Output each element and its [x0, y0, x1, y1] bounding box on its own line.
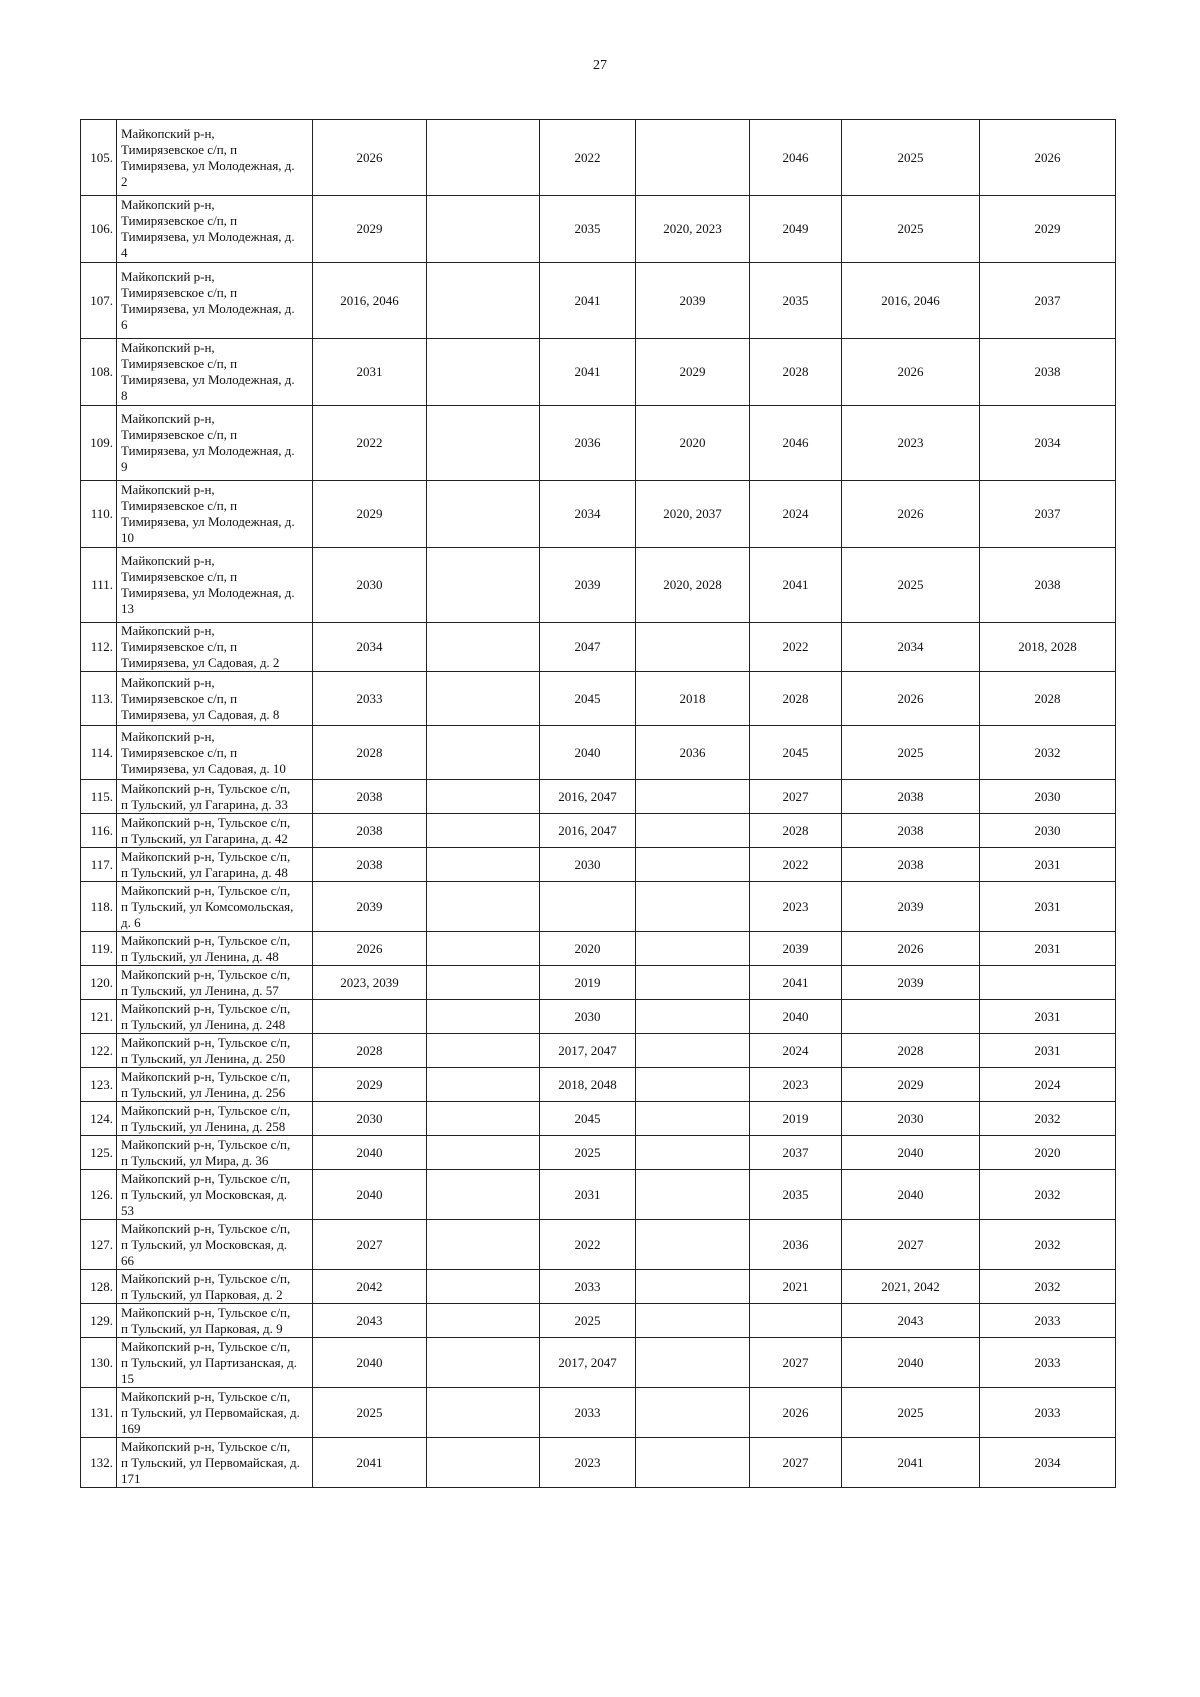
- year-cell: 2031: [980, 882, 1116, 932]
- year-cell: 2028: [980, 672, 1116, 726]
- year-cell: 2028: [750, 672, 842, 726]
- year-cell: 2030: [842, 1102, 980, 1136]
- row-number: 120.: [81, 966, 117, 1000]
- year-cell: [636, 1102, 750, 1136]
- year-cell: [427, 1000, 540, 1034]
- year-cell: [427, 196, 540, 263]
- table-row: [81, 814, 1116, 848]
- year-cell: [427, 966, 540, 1000]
- table-row: [81, 1304, 1116, 1338]
- address-cell: Майкопский р-н, Тульское с/п, п Тульский, ул Ленина, д. 256: [117, 1068, 313, 1102]
- year-cell: 2020, 2023: [636, 196, 750, 263]
- address-cell: Майкопский р-н, Тимирязевское с/п, п Тимирязева, ул Садовая, д. 8: [117, 672, 313, 726]
- table-row: [81, 481, 1116, 548]
- year-cell: [636, 780, 750, 814]
- address-cell: Майкопский р-н, Тульское с/п, п Тульский, ул Парковая, д. 2: [117, 1270, 313, 1304]
- year-cell: 2038: [313, 814, 427, 848]
- year-cell: 2035: [750, 263, 842, 339]
- address-cell: Майкопский р-н, Тульское с/п, п Тульский, ул Ленина, д. 57: [117, 966, 313, 1000]
- year-cell: 2039: [636, 263, 750, 339]
- year-cell: 2022: [540, 1220, 636, 1270]
- year-cell: 2018: [636, 672, 750, 726]
- year-cell: [636, 1220, 750, 1270]
- year-cell: 2030: [540, 1000, 636, 1034]
- year-cell: [636, 120, 750, 196]
- year-cell: [427, 814, 540, 848]
- year-cell: 2025: [540, 1136, 636, 1170]
- year-cell: 2020: [636, 406, 750, 481]
- table-row: [81, 263, 1116, 339]
- year-cell: [427, 1388, 540, 1438]
- year-cell: 2041: [313, 1438, 427, 1488]
- year-cell: 2027: [750, 1338, 842, 1388]
- year-cell: [636, 1338, 750, 1388]
- table-row: [81, 406, 1116, 481]
- page-number: 27: [593, 58, 607, 73]
- year-cell: [636, 1000, 750, 1034]
- address-cell: Майкопский р-н, Тимирязевское с/п, п Тимирязева, ул Молодежная, д. 10: [117, 481, 313, 548]
- row-number: 115.: [81, 780, 117, 814]
- year-cell: 2038: [842, 780, 980, 814]
- year-cell: 2029: [313, 1068, 427, 1102]
- table-row: [81, 1170, 1116, 1220]
- year-cell: 2037: [980, 481, 1116, 548]
- year-cell: [427, 726, 540, 780]
- address-cell: Майкопский р-н, Тимирязевское с/п, п Тимирязева, ул Молодежная, д. 6: [117, 263, 313, 339]
- table-row: [81, 120, 1116, 196]
- year-cell: [980, 966, 1116, 1000]
- year-cell: [636, 882, 750, 932]
- year-cell: 2031: [980, 1000, 1116, 1034]
- table-row: [81, 1438, 1116, 1488]
- year-cell: 2021, 2042: [842, 1270, 980, 1304]
- year-cell: 2028: [313, 1034, 427, 1068]
- row-number: 106.: [81, 196, 117, 263]
- table-row: [81, 780, 1116, 814]
- row-number: 124.: [81, 1102, 117, 1136]
- year-cell: 2035: [540, 196, 636, 263]
- year-cell: 2020: [540, 932, 636, 966]
- year-cell: 2016, 2046: [313, 263, 427, 339]
- row-number: 107.: [81, 263, 117, 339]
- year-cell: 2026: [750, 1388, 842, 1438]
- year-cell: [427, 1170, 540, 1220]
- year-cell: 2045: [750, 726, 842, 780]
- year-cell: 2031: [313, 339, 427, 406]
- year-cell: 2036: [540, 406, 636, 481]
- year-cell: [427, 848, 540, 882]
- schedule-table: [80, 119, 1116, 1488]
- year-cell: 2034: [313, 623, 427, 672]
- year-cell: 2047: [540, 623, 636, 672]
- year-cell: 2025: [842, 1388, 980, 1438]
- year-cell: [427, 780, 540, 814]
- year-cell: 2046: [750, 120, 842, 196]
- year-cell: 2020, 2037: [636, 481, 750, 548]
- year-cell: [636, 932, 750, 966]
- year-cell: 2038: [980, 548, 1116, 623]
- year-cell: 2023: [750, 1068, 842, 1102]
- year-cell: 2031: [980, 932, 1116, 966]
- row-number: 110.: [81, 481, 117, 548]
- year-cell: 2042: [313, 1270, 427, 1304]
- year-cell: [427, 623, 540, 672]
- year-cell: [842, 1000, 980, 1034]
- year-cell: [427, 481, 540, 548]
- year-cell: [636, 1304, 750, 1338]
- row-number: 105.: [81, 120, 117, 196]
- year-cell: 2025: [842, 726, 980, 780]
- address-cell: Майкопский р-н, Тульское с/п, п Тульский, ул Ленина, д. 48: [117, 932, 313, 966]
- year-cell: [427, 1136, 540, 1170]
- year-cell: [427, 932, 540, 966]
- year-cell: 2025: [313, 1388, 427, 1438]
- table-row: [81, 1136, 1116, 1170]
- year-cell: 2026: [313, 932, 427, 966]
- year-cell: [636, 1388, 750, 1438]
- year-cell: [636, 814, 750, 848]
- year-cell: [427, 882, 540, 932]
- year-cell: 2034: [842, 623, 980, 672]
- table-row: [81, 548, 1116, 623]
- address-cell: Майкопский р-н, Тульское с/п, п Тульский, ул Московская, д. 66: [117, 1220, 313, 1270]
- year-cell: 2032: [980, 1220, 1116, 1270]
- address-cell: Майкопский р-н, Тульское с/п, п Тульский, ул Ленина, д. 258: [117, 1102, 313, 1136]
- year-cell: [636, 966, 750, 1000]
- year-cell: 2026: [313, 120, 427, 196]
- year-cell: 2043: [842, 1304, 980, 1338]
- year-cell: 2045: [540, 1102, 636, 1136]
- address-cell: Майкопский р-н, Тульское с/п, п Тульский, ул Первомайская, д. 171: [117, 1438, 313, 1488]
- year-cell: [427, 1220, 540, 1270]
- year-cell: 2024: [750, 481, 842, 548]
- address-cell: Майкопский р-н, Тульское с/п, п Тульский, ул Мира, д. 36: [117, 1136, 313, 1170]
- address-cell: Майкопский р-н, Тульское с/п, п Тульский, ул Комсомольская, д. 6: [117, 882, 313, 932]
- table-row: [81, 1068, 1116, 1102]
- year-cell: 2023, 2039: [313, 966, 427, 1000]
- year-cell: 2024: [750, 1034, 842, 1068]
- year-cell: 2020, 2028: [636, 548, 750, 623]
- row-number: 117.: [81, 848, 117, 882]
- year-cell: 2034: [980, 406, 1116, 481]
- year-cell: 2021: [750, 1270, 842, 1304]
- address-cell: Майкопский р-н, Тимирязевское с/п, п Тимирязева, ул Молодежная, д. 4: [117, 196, 313, 263]
- year-cell: 2019: [540, 966, 636, 1000]
- year-cell: 2028: [750, 814, 842, 848]
- year-cell: 2029: [313, 196, 427, 263]
- year-cell: 2038: [313, 780, 427, 814]
- year-cell: [636, 1170, 750, 1220]
- row-number: 116.: [81, 814, 117, 848]
- year-cell: [636, 623, 750, 672]
- year-cell: [427, 1034, 540, 1068]
- table-row: [81, 623, 1116, 672]
- year-cell: 2028: [750, 339, 842, 406]
- row-number: 125.: [81, 1136, 117, 1170]
- year-cell: 2033: [980, 1338, 1116, 1388]
- table-row: [81, 672, 1116, 726]
- year-cell: [313, 1000, 427, 1034]
- year-cell: 2030: [980, 780, 1116, 814]
- year-cell: 2033: [980, 1304, 1116, 1338]
- year-cell: 2023: [540, 1438, 636, 1488]
- year-cell: 2016, 2046: [842, 263, 980, 339]
- year-cell: 2029: [842, 1068, 980, 1102]
- year-cell: 2031: [980, 1034, 1116, 1068]
- year-cell: [427, 1438, 540, 1488]
- table-body: [81, 120, 1116, 1488]
- address-cell: Майкопский р-н, Тульское с/п, п Тульский, ул Московская, д. 53: [117, 1170, 313, 1220]
- year-cell: [750, 1304, 842, 1338]
- row-number: 114.: [81, 726, 117, 780]
- year-cell: 2037: [750, 1136, 842, 1170]
- table-row: [81, 1034, 1116, 1068]
- address-cell: Майкопский р-н, Тимирязевское с/п, п Тимирязева, ул Молодежная, д. 13: [117, 548, 313, 623]
- year-cell: 2036: [636, 726, 750, 780]
- year-cell: [636, 1270, 750, 1304]
- year-cell: 2039: [540, 548, 636, 623]
- year-cell: 2035: [750, 1170, 842, 1220]
- table-row: [81, 882, 1116, 932]
- year-cell: 2040: [750, 1000, 842, 1034]
- year-cell: 2017, 2047: [540, 1338, 636, 1388]
- year-cell: 2036: [750, 1220, 842, 1270]
- year-cell: 2033: [540, 1270, 636, 1304]
- year-cell: 2038: [980, 339, 1116, 406]
- year-cell: 2041: [750, 548, 842, 623]
- year-cell: [427, 672, 540, 726]
- year-cell: 2018, 2048: [540, 1068, 636, 1102]
- address-cell: Майкопский р-н, Тимирязевское с/п, п Тимирязева, ул Молодежная, д. 2: [117, 120, 313, 196]
- year-cell: 2016, 2047: [540, 780, 636, 814]
- year-cell: 2033: [313, 672, 427, 726]
- year-cell: 2041: [540, 263, 636, 339]
- table-row: [81, 1388, 1116, 1438]
- row-number: 132.: [81, 1438, 117, 1488]
- year-cell: [427, 1338, 540, 1388]
- address-cell: Майкопский р-н, Тульское с/п, п Тульский, ул Партизанская, д. 15: [117, 1338, 313, 1388]
- table-row: [81, 1220, 1116, 1270]
- year-cell: 2026: [842, 672, 980, 726]
- year-cell: [636, 848, 750, 882]
- row-number: 112.: [81, 623, 117, 672]
- year-cell: 2028: [842, 1034, 980, 1068]
- address-cell: Майкопский р-н, Тульское с/п, п Тульский, ул Парковая, д. 9: [117, 1304, 313, 1338]
- year-cell: 2040: [313, 1338, 427, 1388]
- year-cell: 2018, 2028: [980, 623, 1116, 672]
- year-cell: 2023: [842, 406, 980, 481]
- row-number: 130.: [81, 1338, 117, 1388]
- row-number: 111.: [81, 548, 117, 623]
- address-cell: Майкопский р-н, Тульское с/п, п Тульский, ул Ленина, д. 250: [117, 1034, 313, 1068]
- year-cell: [540, 882, 636, 932]
- row-number: 129.: [81, 1304, 117, 1338]
- row-number: 121.: [81, 1000, 117, 1034]
- year-cell: 2039: [842, 882, 980, 932]
- year-cell: [427, 1270, 540, 1304]
- year-cell: 2026: [842, 339, 980, 406]
- row-number: 119.: [81, 932, 117, 966]
- year-cell: [427, 339, 540, 406]
- year-cell: [427, 1068, 540, 1102]
- year-cell: 2034: [980, 1438, 1116, 1488]
- year-cell: [427, 548, 540, 623]
- row-number: 108.: [81, 339, 117, 406]
- table-row: [81, 848, 1116, 882]
- year-cell: 2027: [750, 780, 842, 814]
- year-cell: 2040: [540, 726, 636, 780]
- table-row: [81, 339, 1116, 406]
- year-cell: 2033: [540, 1388, 636, 1438]
- year-cell: 2025: [842, 120, 980, 196]
- year-cell: 2039: [842, 966, 980, 1000]
- year-cell: 2039: [750, 932, 842, 966]
- year-cell: 2027: [750, 1438, 842, 1488]
- year-cell: 2049: [750, 196, 842, 263]
- row-number: 123.: [81, 1068, 117, 1102]
- table-row: [81, 1338, 1116, 1388]
- row-number: 127.: [81, 1220, 117, 1270]
- year-cell: 2029: [980, 196, 1116, 263]
- year-cell: [427, 263, 540, 339]
- row-number: 113.: [81, 672, 117, 726]
- year-cell: 2020: [980, 1136, 1116, 1170]
- row-number: 109.: [81, 406, 117, 481]
- year-cell: 2040: [842, 1170, 980, 1220]
- address-cell: Майкопский р-н, Тульское с/п, п Тульский, ул Гагарина, д. 42: [117, 814, 313, 848]
- row-number: 128.: [81, 1270, 117, 1304]
- year-cell: 2045: [540, 672, 636, 726]
- year-cell: 2022: [313, 406, 427, 481]
- address-cell: Майкопский р-н, Тимирязевское с/п, п Тимирязева, ул Садовая, д. 10: [117, 726, 313, 780]
- year-cell: 2032: [980, 1102, 1116, 1136]
- year-cell: 2026: [842, 481, 980, 548]
- address-cell: Майкопский р-н, Тульское с/п, п Тульский, ул Ленина, д. 248: [117, 1000, 313, 1034]
- year-cell: 2031: [540, 1170, 636, 1220]
- table-row: [81, 1000, 1116, 1034]
- year-cell: 2039: [313, 882, 427, 932]
- year-cell: 2032: [980, 1270, 1116, 1304]
- address-cell: Майкопский р-н, Тимирязевское с/п, п Тимирязева, ул Садовая, д. 2: [117, 623, 313, 672]
- year-cell: 2038: [842, 814, 980, 848]
- year-cell: 2024: [980, 1068, 1116, 1102]
- year-cell: 2025: [842, 196, 980, 263]
- year-cell: 2025: [842, 548, 980, 623]
- year-cell: [427, 1102, 540, 1136]
- year-cell: 2041: [540, 339, 636, 406]
- table-row: [81, 932, 1116, 966]
- row-number: 118.: [81, 882, 117, 932]
- year-cell: [636, 1438, 750, 1488]
- year-cell: 2026: [842, 932, 980, 966]
- year-cell: 2033: [980, 1388, 1116, 1438]
- year-cell: 2030: [980, 814, 1116, 848]
- year-cell: 2027: [842, 1220, 980, 1270]
- table-row: [81, 966, 1116, 1000]
- year-cell: 2034: [540, 481, 636, 548]
- year-cell: 2040: [842, 1136, 980, 1170]
- year-cell: 2040: [313, 1170, 427, 1220]
- year-cell: [636, 1068, 750, 1102]
- year-cell: 2016, 2047: [540, 814, 636, 848]
- table-row: [81, 1270, 1116, 1304]
- year-cell: [427, 120, 540, 196]
- year-cell: 2040: [313, 1136, 427, 1170]
- year-cell: 2031: [980, 848, 1116, 882]
- year-cell: 2030: [540, 848, 636, 882]
- year-cell: 2030: [313, 1102, 427, 1136]
- year-cell: 2025: [540, 1304, 636, 1338]
- year-cell: 2029: [313, 481, 427, 548]
- year-cell: 2030: [313, 548, 427, 623]
- year-cell: 2027: [313, 1220, 427, 1270]
- year-cell: 2038: [842, 848, 980, 882]
- table-row: [81, 726, 1116, 780]
- address-cell: Майкопский р-н, Тульское с/п, п Тульский, ул Гагарина, д. 33: [117, 780, 313, 814]
- year-cell: 2037: [980, 263, 1116, 339]
- year-cell: [636, 1034, 750, 1068]
- year-cell: 2022: [750, 848, 842, 882]
- year-cell: [636, 1136, 750, 1170]
- year-cell: 2043: [313, 1304, 427, 1338]
- year-cell: 2041: [750, 966, 842, 1000]
- table-row: [81, 1102, 1116, 1136]
- year-cell: 2029: [636, 339, 750, 406]
- year-cell: 2028: [313, 726, 427, 780]
- year-cell: 2032: [980, 1170, 1116, 1220]
- year-cell: 2026: [980, 120, 1116, 196]
- year-cell: 2022: [540, 120, 636, 196]
- table-row: [81, 196, 1116, 263]
- address-cell: Майкопский р-н, Тульское с/п, п Тульский, ул Первомайская, д. 169: [117, 1388, 313, 1438]
- year-cell: [427, 1304, 540, 1338]
- address-cell: Майкопский р-н, Тимирязевское с/п, п Тимирязева, ул Молодежная, д. 9: [117, 406, 313, 481]
- row-number: 122.: [81, 1034, 117, 1068]
- address-cell: Майкопский р-н, Тимирязевское с/п, п Тимирязева, ул Молодежная, д. 8: [117, 339, 313, 406]
- address-cell: Майкопский р-н, Тульское с/п, п Тульский, ул Гагарина, д. 48: [117, 848, 313, 882]
- year-cell: 2032: [980, 726, 1116, 780]
- year-cell: 2017, 2047: [540, 1034, 636, 1068]
- year-cell: 2046: [750, 406, 842, 481]
- year-cell: 2022: [750, 623, 842, 672]
- year-cell: 2038: [313, 848, 427, 882]
- row-number: 126.: [81, 1170, 117, 1220]
- year-cell: 2023: [750, 882, 842, 932]
- year-cell: 2019: [750, 1102, 842, 1136]
- year-cell: [427, 406, 540, 481]
- row-number: 131.: [81, 1388, 117, 1438]
- year-cell: 2041: [842, 1438, 980, 1488]
- year-cell: 2040: [842, 1338, 980, 1388]
